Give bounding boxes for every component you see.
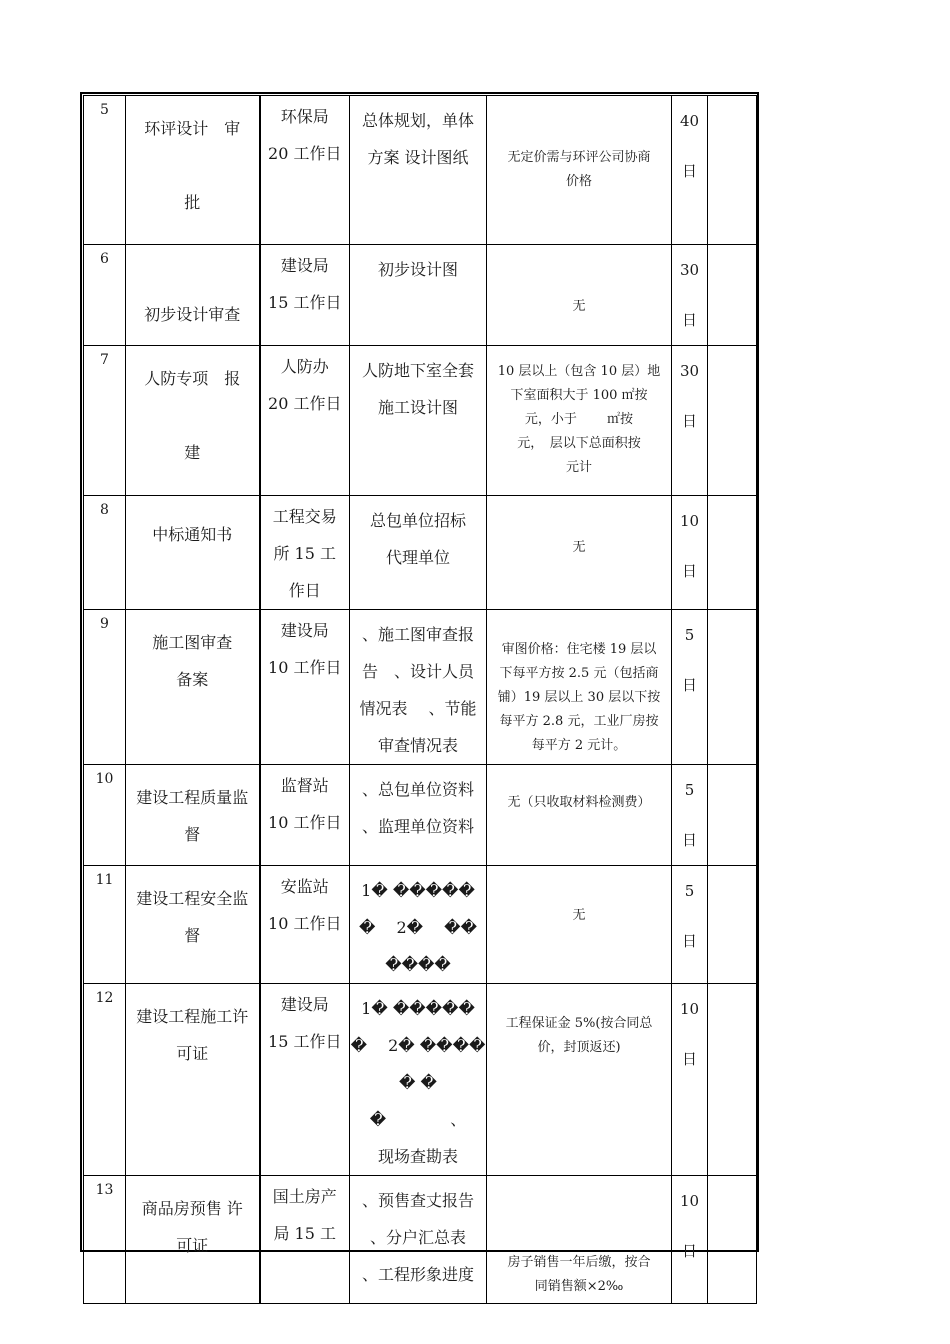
cell-line: 日 (681, 1242, 697, 1260)
fee-description (487, 984, 672, 1176)
cell-line: 10 (679, 1192, 700, 1210)
cell-line: 房子销售一年后缴，按合 (507, 1255, 651, 1270)
cell-line: 每平方 2 元计。 (531, 738, 627, 753)
cell-line: � 2� �� (359, 918, 477, 937)
row-number: 5 (84, 96, 126, 245)
cell-line: 安监站 (280, 877, 329, 896)
cell-line: 日 (681, 311, 697, 329)
fee-description (487, 346, 672, 496)
cell-line: 局 15 工 (273, 1224, 337, 1243)
days (672, 245, 708, 346)
cell-line: 元，小于 ㎡按 (524, 412, 634, 427)
item-name (126, 765, 260, 866)
fee-description (487, 765, 672, 866)
row-number: 9 (84, 610, 126, 765)
item-name (126, 346, 260, 496)
cell-line: 建设局 (280, 256, 329, 275)
cell-line: 现场查勘表 (377, 1147, 458, 1166)
cell-line: 无定价需与环评公司协商 (507, 150, 651, 165)
cell-line: 告 、设计人员 (361, 662, 474, 681)
cell-line: 建设局 (280, 995, 329, 1014)
cell-line (126, 147, 259, 184)
cell-line: 人防地下室全套 (361, 361, 474, 380)
cell-line: 30 (679, 362, 700, 380)
cell-line: 督 (184, 825, 201, 844)
cell-line: 总包单位招标 (369, 511, 466, 530)
blank-cell (708, 96, 757, 245)
cell-line: 铺）19 层以上 30 层以下按 (497, 690, 661, 705)
cell-line: 、工程形象进度 (361, 1265, 474, 1284)
cell-line: 批 (184, 193, 201, 212)
cell-line: 下室面积大于 100 ㎡按 (510, 388, 648, 403)
materials (350, 610, 487, 765)
cell-line: 代理单位 (385, 548, 450, 567)
row-number: 8 (84, 496, 126, 610)
cell-line: 10 层以上（包含 10 层）地 (497, 364, 661, 379)
materials (350, 866, 487, 984)
blank-cell (708, 496, 757, 610)
cell-line: 建设工程质量监 (136, 788, 249, 807)
fee-description (487, 496, 672, 610)
cell-line: 日 (681, 562, 697, 580)
fee-description (487, 866, 672, 984)
cell-line: 15 工作日 (268, 1032, 342, 1051)
cell-line: 商品房预售 许 (141, 1199, 243, 1218)
materials (350, 984, 487, 1176)
cell-line: 人防办 (280, 357, 329, 376)
cell-line (126, 397, 259, 434)
cell-line: 施工图审查 (152, 633, 233, 652)
cell-line: 5 (684, 882, 695, 900)
table-row (84, 346, 757, 496)
days (672, 1176, 708, 1304)
cell-line: 日 (681, 162, 697, 180)
cell-line: 、预售查丈报告 (361, 1191, 474, 1210)
materials (350, 496, 487, 610)
cell-line: 初步设计图 (377, 260, 458, 279)
cell-line: 无 (572, 299, 586, 314)
fee-description (487, 1176, 672, 1304)
row-number: 6 (84, 245, 126, 346)
department (260, 496, 350, 610)
materials (350, 765, 487, 866)
row-number: 7 (84, 346, 126, 496)
cell-line: 无（只收取材料检测费） (507, 795, 651, 810)
department (260, 765, 350, 866)
fee-description (487, 245, 672, 346)
cell-line: 日 (681, 932, 697, 950)
cell-line: 40 (679, 112, 700, 130)
cell-line: 元， 层以下总面积按 (517, 436, 641, 451)
cell-line: 督 (184, 926, 201, 945)
cell-line: ���� (385, 955, 451, 974)
item-name (126, 866, 260, 984)
table-row (84, 984, 757, 1176)
cell-line: 1� ����� (361, 881, 475, 900)
cell-line: 建设工程安全监 (136, 889, 249, 908)
row-number: 11 (84, 866, 126, 984)
cell-line: 10 工作日 (268, 914, 342, 933)
days (672, 346, 708, 496)
cell-line: 日 (681, 676, 697, 694)
cell-line: 建设工程施工许 (136, 1007, 249, 1026)
table-row (84, 496, 757, 610)
cell-line: 建设局 (280, 621, 329, 640)
cell-line: 5 (684, 626, 695, 644)
table-row (84, 765, 757, 866)
cell-line: 无 (572, 540, 586, 555)
table-row (84, 610, 757, 765)
row-number: 10 (84, 765, 126, 866)
cell-line: 20 工作日 (268, 144, 342, 163)
blank-cell (708, 765, 757, 866)
item-name (126, 984, 260, 1176)
cell-line: 初步设计审查 (144, 305, 241, 324)
cell-line: 环保局 (280, 107, 329, 126)
materials (350, 1176, 487, 1304)
cell-line: 10 工作日 (268, 658, 342, 677)
cell-line: 施工设计图 (377, 398, 458, 417)
cell-line: 日 (681, 412, 697, 430)
blank-cell (708, 346, 757, 496)
cell-line: 审查情况表 (377, 736, 458, 755)
cell-line: 日 (681, 1050, 697, 1068)
cell-line: 工程保证金 5%(按合同总 (505, 1016, 653, 1031)
cell-line: 10 (679, 512, 700, 530)
fee-description (487, 96, 672, 245)
cell-line: 工程交易 (272, 507, 337, 526)
cell-line: 审图价格：住宅楼 19 层以 (501, 642, 657, 657)
department (260, 346, 350, 496)
cell-line: � 2� ���� (350, 1036, 486, 1055)
cell-line: 每平方 2.8 元，工业厂房按 (499, 714, 659, 729)
item-name (126, 245, 260, 346)
materials (350, 96, 487, 245)
cell-line: 无 (572, 908, 586, 923)
days (672, 984, 708, 1176)
blank-cell (708, 984, 757, 1176)
cell-line: 国土房产 (272, 1187, 337, 1206)
days (672, 866, 708, 984)
cell-line: 10 工作日 (268, 813, 342, 832)
department (260, 245, 350, 346)
cell-line: 10 (679, 1000, 700, 1018)
row-number: 13 (84, 1176, 126, 1304)
cell-line: 、总包单位资料 (361, 780, 474, 799)
blank-cell (708, 610, 757, 765)
days (672, 96, 708, 245)
days (672, 610, 708, 765)
item-name (126, 96, 260, 245)
cell-line: 方案 设计图纸 (367, 148, 469, 167)
row-number: 12 (84, 984, 126, 1176)
cell-line: 15 工作日 (268, 293, 342, 312)
cell-line (126, 259, 259, 296)
cell-line: 价格 (565, 174, 592, 189)
table-row (84, 1176, 757, 1304)
cell-line: 可证 (176, 1236, 209, 1255)
cell-line: 5 (684, 781, 695, 799)
department (260, 866, 350, 984)
item-name (126, 496, 260, 610)
cell-line: 可证 (176, 1044, 209, 1063)
item-name (126, 1176, 260, 1304)
item-name (126, 610, 260, 765)
cell-line: 环评设计 审 (144, 119, 241, 138)
cell-line: 1� ����� (361, 999, 475, 1018)
cell-line: 人防专项 报 (144, 369, 241, 388)
cell-line: 下每平方按 2.5 元（包括商 (499, 666, 659, 681)
table-row (84, 245, 757, 346)
cell-line: � � � 、 (369, 1073, 467, 1129)
cell-line: 价，封顶返还) (537, 1040, 621, 1055)
department (260, 96, 350, 245)
cell-line: 总体规划，单体 (361, 111, 474, 130)
cell-line: 作日 (288, 581, 321, 600)
cell-line: 20 工作日 (268, 394, 342, 413)
cell-line: 监督站 (280, 776, 329, 795)
blank-cell (708, 245, 757, 346)
materials (350, 346, 487, 496)
department (260, 610, 350, 765)
cell-line: 、施工图审查报 (361, 625, 474, 644)
fee-description (487, 610, 672, 765)
cell-line: 30 (679, 261, 700, 279)
cell-line: 日 (681, 831, 697, 849)
cell-line: 建 (184, 443, 201, 462)
days (672, 496, 708, 610)
cell-line: 元计 (565, 460, 592, 475)
blank-cell (708, 866, 757, 984)
days (672, 765, 708, 866)
materials (350, 245, 487, 346)
blank-cell (708, 1176, 757, 1304)
cell-line: 同销售额×2‰ (534, 1279, 624, 1294)
cell-line: 情况表 、节能 (359, 699, 477, 718)
table-row (84, 96, 757, 245)
department (260, 1176, 350, 1304)
table-row (84, 866, 757, 984)
cell-line: 、监理单位资料 (361, 817, 474, 836)
cell-line: 备案 (176, 670, 209, 689)
cell-line: 、分户汇总表 (369, 1228, 466, 1247)
cell-line: 中标通知书 (152, 525, 233, 544)
approval-table (83, 95, 757, 1304)
department (260, 984, 350, 1176)
cell-line: 所 15 工 (273, 544, 337, 563)
